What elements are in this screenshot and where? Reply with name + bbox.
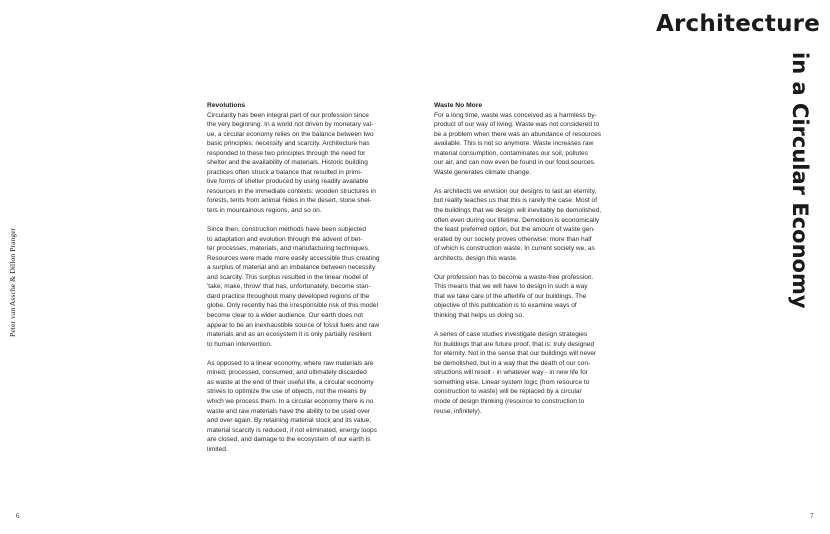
paragraph: Since then, construction methods have been subjected to adaptation and evolution through the advent of bet- ter processes, materials, and manufacturing techniques. Resources were made more easily accessible thus creating a surplus of material and an imbalance between necessity and scarcity. This surplus resulted in the linear model of 'take, make, throw' that has, unfortunately, become stan- dard practice throughout many developed regions of the globe. Only recently has the irresponsible risk of this model become clear to a wider audience. Our earth does not appear to be an inexhaustible source of fossil fuels and raw materials and as an ecosystem it is only partially resilient to human intervention. [207,226,380,348]
page-subtitle: in a Circular Economy [788,52,812,309]
section-heading-revolutions: Revolutions [207,102,246,109]
page-number-right: 7 [810,512,814,520]
paragraph: Circularity has been integral part of our profession since the very beginning. In a world not driven by monetary val- ue, a circular economy relies on the balance between two basic principles: necessity and scarcity. Architecture has responded to these two principles through the need for shelter and the availability of materials. Historic building practices often struck a balance that resulted in primi- tive forms of shelter produced by using readily available resources in the immediate contexts: wooden structures in forests, tents from animal hides in the desert, stone shel- ters in mountainous regions, and so on. [207,111,376,215]
paragraph: A series of case studies investigate design strategies for buildings that are future proof, that is: truly designed for eternity. Not in the sense that our buildings will never be demolished, but in a way that the death of our con- structions will result - in whatever way - in new life for something else. Linear system logic (from resource to construction to waste) will be replaced by a circular mode of design thinking (resource to construction to reuse, infinitely). [434,331,597,415]
paragraph: As opposed to a linear economy, where raw materials are mined, processed, consumed, and ultimately discarded as waste at the end of their useful life, a circular economy strives to optimize the use of objects, not the means by which we process them. In a circular economy there is no waste and raw materials have the ability to be used over and over again. By retaining material stock and its value, material scarcity is reduced, if not eliminated, energy loops are closed, and damage to the ecosystem of our earth is limited. [207,359,377,453]
paragraph: For a long time, waste was conceived as a harmless by- product of our way of living. Waste was not considered to be a problem when there was an abundance of resources available. This is not so anymore. Waste increases raw material consumption, contaminates our soil, pollutes our air, and can now even be found in our food sources. Waste generates climate change. [434,111,602,176]
page-title: Architecture [656,11,820,37]
section-heading-waste-no-more: Waste No More [434,102,483,109]
page-number-left: 6 [16,512,20,520]
column-revolutions [207,101,403,464]
paragraph: Our profession has to become a waste-free profession. This means that we will have to design in such a way that we take care of the afterlife of our buildings. The objective of this publication is to examine ways of thinking that helps us doing so. [434,273,594,320]
paragraph: As architects we envision our designs to last an eternity, but reality teaches us that this is rarely the case. Most of the buildings that we design will inevitably be demolished, often even during our lifetime. Demolition is economically the least preferred option, but the amount of waste gen- erated by our society proves otherwise: more than half of which is construction waste. In current society we, as architects, design this waste. [434,187,602,262]
column-waste-no-more [434,101,630,426]
authors-credit: Peter van Assche & Dillon Pranger [8,227,17,337]
